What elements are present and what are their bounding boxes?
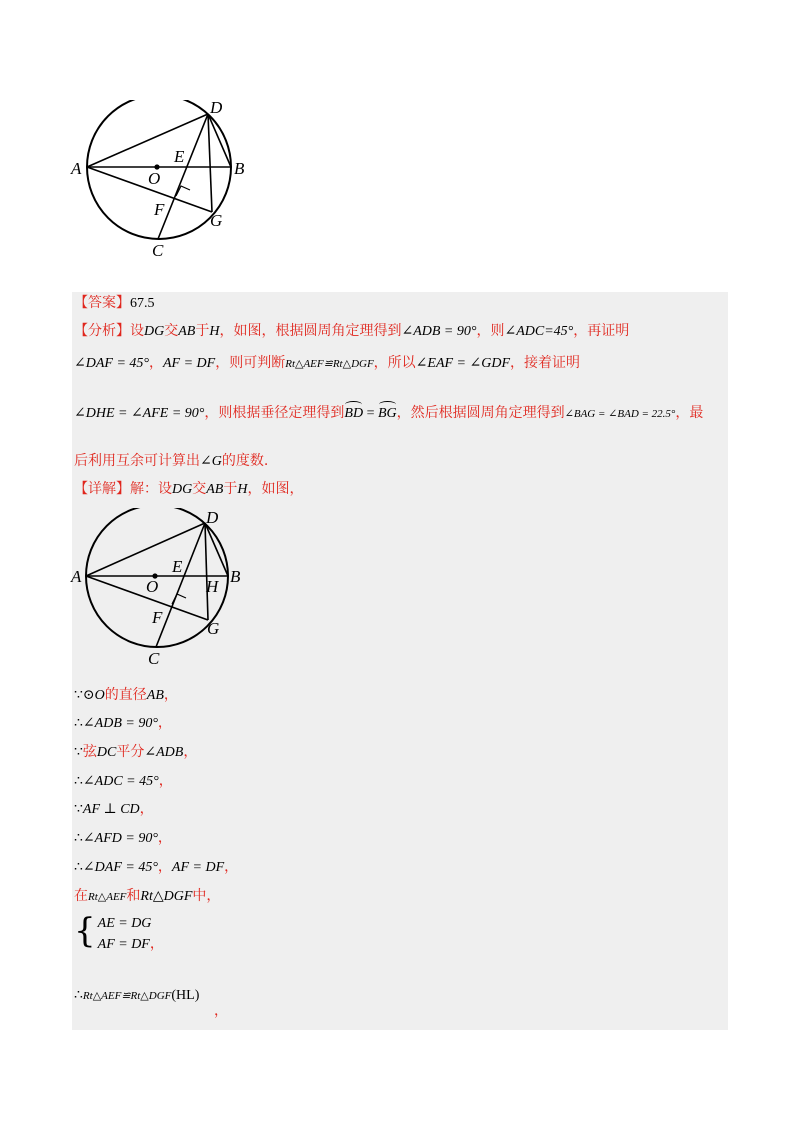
text: 在 bbox=[74, 888, 88, 904]
text: ， bbox=[224, 859, 239, 875]
segment-dg bbox=[205, 523, 208, 620]
text: ， bbox=[214, 1003, 228, 1019]
math: Rt△AEF≌Rt△DGF bbox=[285, 358, 374, 370]
label-e: E bbox=[174, 147, 185, 166]
text: 于 bbox=[223, 481, 238, 497]
text: ，接着证明 bbox=[510, 355, 581, 371]
text: 平分 bbox=[116, 744, 145, 760]
because-symbol: ∵ bbox=[74, 688, 83, 703]
label-o: O bbox=[148, 169, 161, 188]
math: ∠ADC = 45° bbox=[82, 774, 159, 789]
answer-value: 67.5 bbox=[130, 296, 155, 311]
label-g: G bbox=[210, 211, 223, 230]
text: 弦 bbox=[82, 744, 97, 760]
step-2 bbox=[74, 714, 172, 733]
equation-row-2 bbox=[98, 934, 164, 955]
text: 解：设 bbox=[130, 481, 172, 497]
step-4 bbox=[74, 772, 173, 791]
step-9-system bbox=[74, 911, 164, 955]
math: (HL) bbox=[171, 988, 200, 1003]
text: ， bbox=[139, 801, 154, 817]
equation-row-1: AE = DG bbox=[97, 916, 152, 931]
analysis-line-3 bbox=[74, 404, 703, 423]
math: ∠BAG = ∠BAD = 22.5° bbox=[564, 408, 676, 420]
arc-bg: BG bbox=[377, 406, 397, 421]
math: ∠ADC=45° bbox=[504, 324, 574, 339]
text: 的度数. bbox=[221, 453, 269, 469]
analysis-line-1 bbox=[74, 322, 629, 341]
math: = bbox=[363, 406, 378, 421]
math: Rt△AEF bbox=[88, 891, 127, 903]
text: ， bbox=[149, 355, 163, 371]
analysis-tag: 【分析】 bbox=[74, 323, 130, 339]
text: ， bbox=[163, 687, 178, 703]
text: ， bbox=[157, 859, 172, 875]
math: DC bbox=[96, 745, 117, 760]
math: Rt△DGF bbox=[140, 889, 193, 904]
text: ， bbox=[149, 936, 164, 952]
step-3 bbox=[74, 743, 197, 762]
label-b: B bbox=[234, 159, 245, 178]
therefore-symbol: ∴ bbox=[74, 860, 83, 875]
math: AF ⊥ CD bbox=[82, 802, 140, 817]
text: ， bbox=[157, 830, 172, 846]
therefore-symbol: ∴ bbox=[74, 988, 83, 1003]
text: ，再证明 bbox=[573, 323, 630, 339]
text: 中， bbox=[192, 888, 221, 904]
arc-bd: BD bbox=[344, 406, 364, 421]
text: ，然后根据圆周角定理得到 bbox=[396, 405, 565, 421]
segment-db bbox=[205, 523, 228, 576]
math: ∠EAF = ∠GDF bbox=[415, 356, 511, 371]
geometry-figure-solution bbox=[70, 508, 250, 668]
math: ⊙O bbox=[82, 688, 105, 703]
label-c: C bbox=[152, 241, 164, 260]
math: ∠DAF = 45° bbox=[74, 356, 149, 371]
because-symbol: ∵ bbox=[74, 745, 83, 760]
math: ∠ADB = 90° bbox=[401, 324, 477, 339]
text: ， bbox=[157, 715, 172, 731]
step-6 bbox=[74, 829, 172, 848]
text: 交 bbox=[164, 323, 179, 339]
math: ∠DAF = 45° bbox=[82, 860, 158, 875]
text: ，则 bbox=[476, 323, 505, 339]
math: AB bbox=[206, 482, 224, 497]
math: AB bbox=[146, 688, 164, 703]
math: Rt△AEF≌Rt△DGF bbox=[82, 990, 172, 1002]
math: ∠AFD = 90° bbox=[82, 831, 158, 846]
math: AB bbox=[178, 324, 196, 339]
label-a: A bbox=[71, 567, 82, 586]
therefore-symbol: ∴ bbox=[74, 831, 83, 846]
answer-line bbox=[74, 294, 155, 313]
therefore-symbol: ∴ bbox=[74, 716, 83, 731]
text: 后利用互余可计算出 bbox=[74, 453, 200, 469]
detail-tag: 【详解】 bbox=[74, 481, 130, 497]
geometry-figure-top bbox=[70, 100, 270, 265]
text: ，最 bbox=[675, 405, 704, 421]
equation-system bbox=[98, 914, 164, 955]
math: H bbox=[209, 324, 220, 339]
label-a: A bbox=[71, 159, 82, 178]
math: AF = DF bbox=[171, 860, 225, 875]
text: 于 bbox=[195, 323, 210, 339]
text: ，如图，根据圆周角定理得到 bbox=[219, 323, 402, 339]
step-8 bbox=[74, 887, 220, 906]
math: AF = DF bbox=[97, 937, 150, 952]
detail-intro bbox=[74, 480, 303, 499]
math: H bbox=[237, 482, 248, 497]
label-h: H bbox=[206, 577, 219, 596]
math: DG bbox=[144, 324, 165, 339]
segment-dg bbox=[208, 114, 212, 212]
text: ，则根据垂径定理得到 bbox=[204, 405, 345, 421]
label-c: C bbox=[148, 649, 160, 668]
label-b: B bbox=[230, 567, 241, 586]
step-1 bbox=[74, 686, 178, 705]
text: 设 bbox=[130, 323, 144, 339]
math: ∠ADB bbox=[144, 745, 184, 760]
math: DG bbox=[172, 482, 193, 497]
math: ∠DHE = ∠AFE = 90° bbox=[74, 406, 205, 421]
analysis-line-4 bbox=[74, 452, 268, 471]
because-symbol: ∵ bbox=[74, 802, 83, 817]
label-o: O bbox=[146, 577, 159, 596]
left-brace: { bbox=[74, 911, 96, 951]
label-e: E bbox=[172, 557, 183, 576]
label-d: D bbox=[210, 100, 223, 117]
step-5 bbox=[74, 800, 154, 819]
text: ， bbox=[183, 744, 198, 760]
label-g: G bbox=[207, 619, 220, 638]
segment-db bbox=[208, 114, 231, 167]
text: ， bbox=[158, 773, 173, 789]
text: 的直径 bbox=[104, 687, 147, 703]
label-f: F bbox=[152, 608, 163, 627]
text: 交 bbox=[192, 481, 207, 497]
therefore-symbol: ∴ bbox=[74, 774, 83, 789]
label-d: D bbox=[206, 508, 219, 527]
math: AF = DF bbox=[163, 356, 216, 371]
math: ∠G bbox=[200, 454, 222, 469]
math: ∠ADB = 90° bbox=[82, 716, 158, 731]
text: ，如图， bbox=[247, 481, 304, 497]
step-7 bbox=[74, 858, 238, 877]
step-10-comma bbox=[214, 1002, 228, 1020]
analysis-line-2 bbox=[74, 354, 580, 373]
answer-tag: 【答案】 bbox=[74, 295, 130, 311]
label-f: F bbox=[154, 200, 165, 219]
step-10 bbox=[74, 986, 199, 1005]
text: ，则可判断 bbox=[215, 355, 286, 371]
text: ，所以 bbox=[373, 355, 416, 371]
text: 和 bbox=[126, 888, 141, 904]
